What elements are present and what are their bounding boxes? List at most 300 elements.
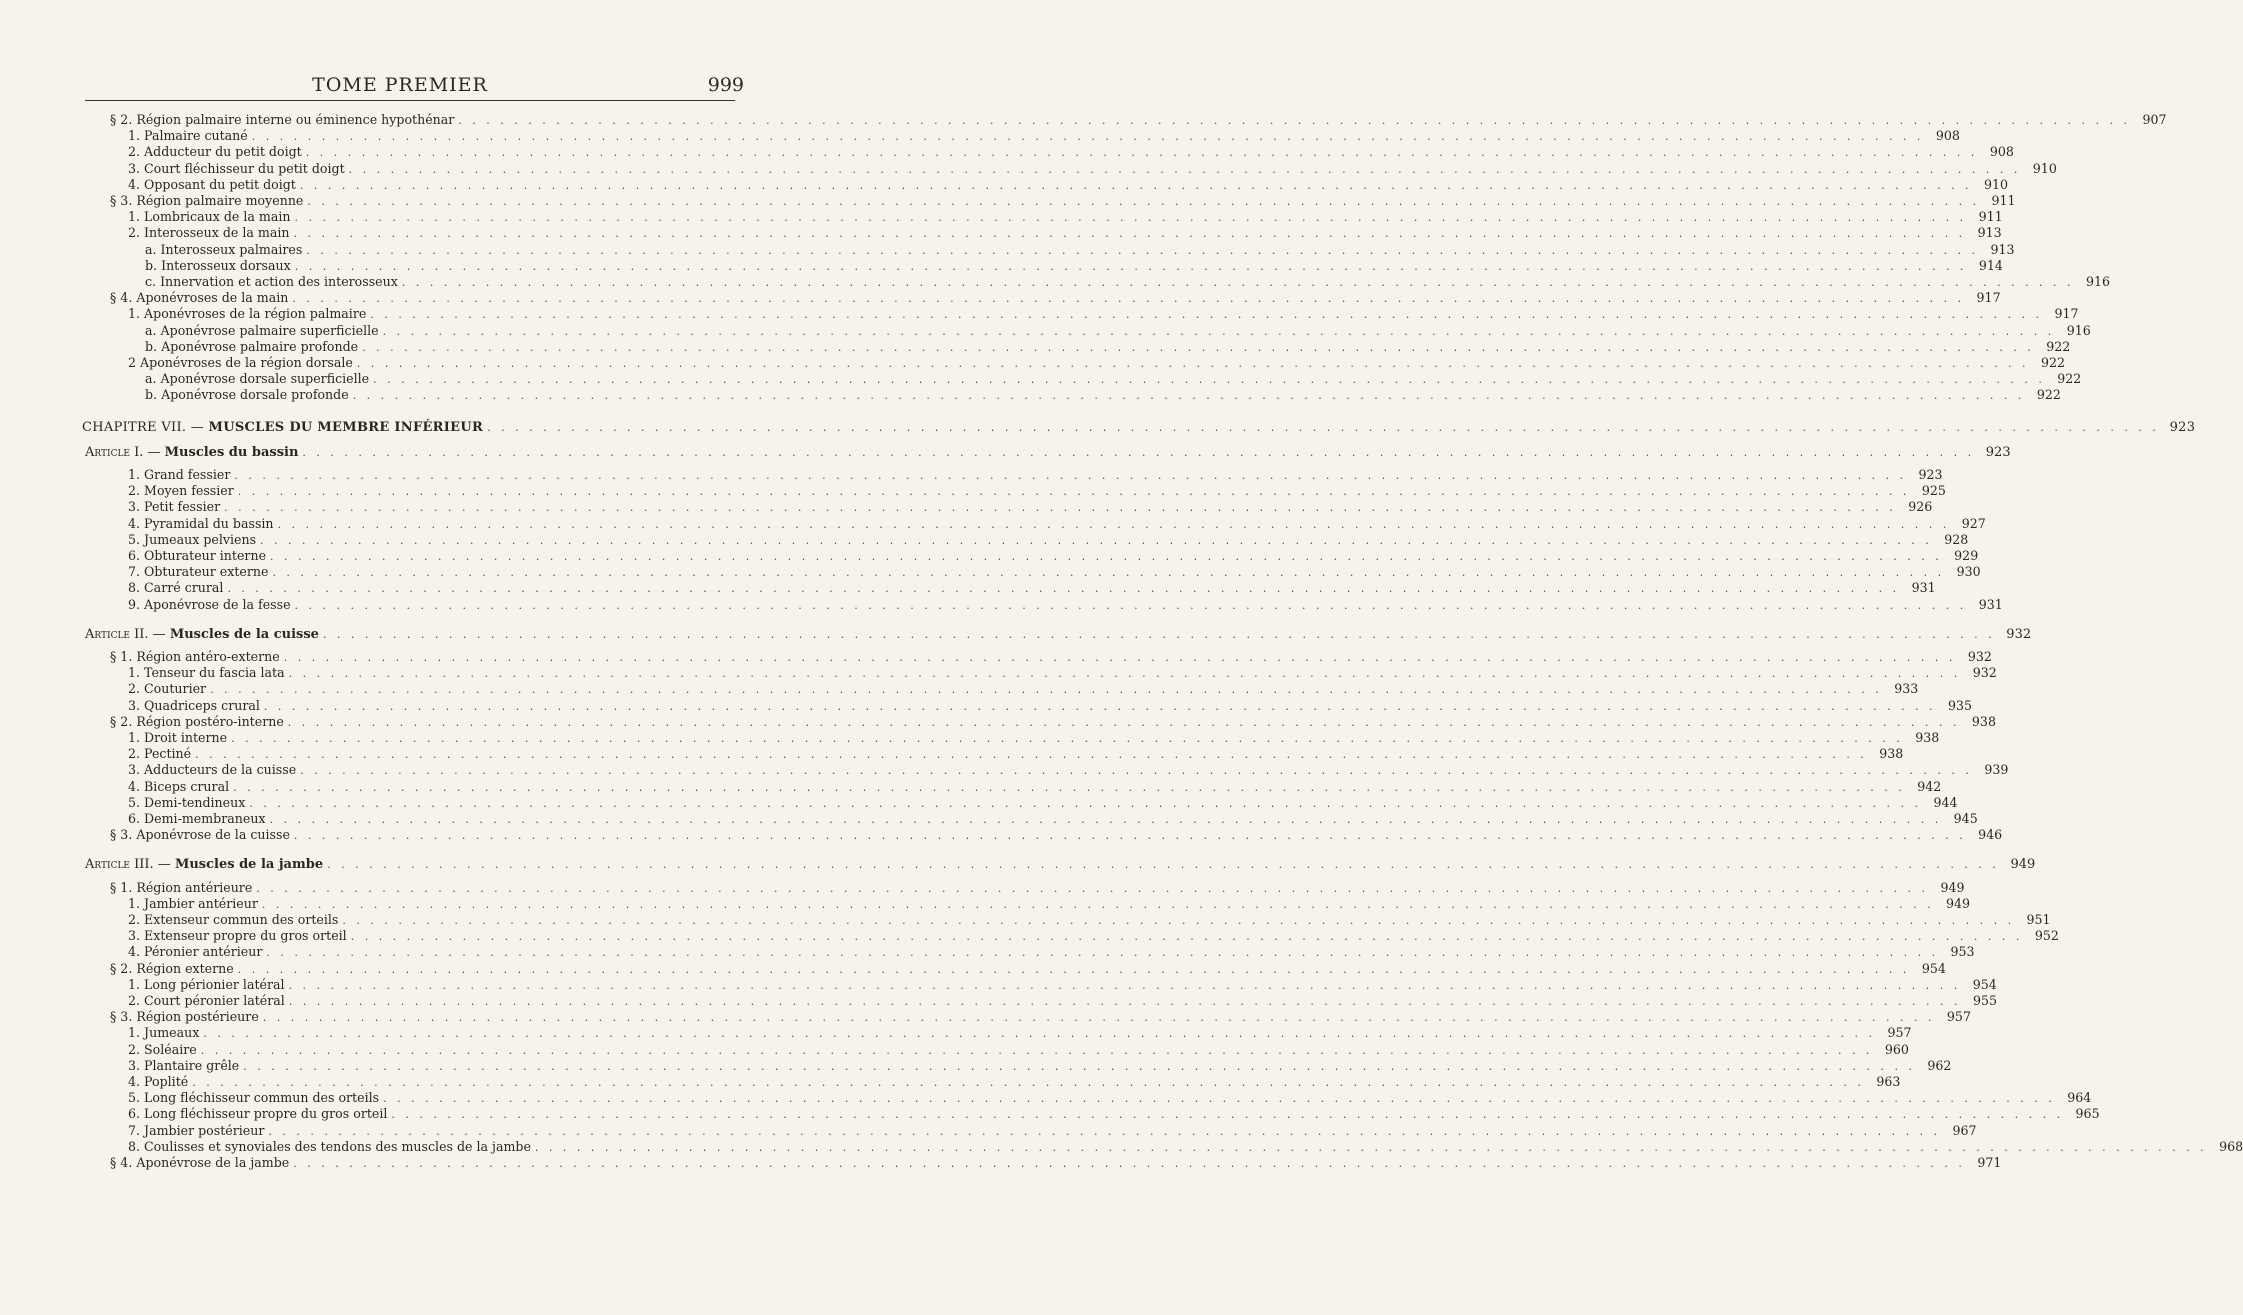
entry-text: Obturateur interne <box>144 548 267 563</box>
dot-leader: . . . . . . . . . . . . . . . . . . . . . . . . . . . . . . . . . . . . . . . . . . . . . . . . . . . . . . . . . . . . . . . . . . . . . . . . . . . . . . . . . . . . . . . . . . . . . . . . . . . . . . . . . . . . . . . . . . . . . . . . <box>192 1076 1865 1089</box>
entry-prefix: 4. <box>128 778 141 794</box>
entry-text: Interosseux dorsaux <box>161 257 291 273</box>
entry-label <box>110 290 288 305</box>
entry-page-number: 949 <box>1946 895 1971 911</box>
dot-leader: . . . . . . . . . . . . . . . . . . . . . . . . . . . . . . . . . . . . . . . . . . . . . . . . . . . . . . . . . . . . . . . . . . . . . . . . . . . . . . . . . . . . . . . . . . . . . . . . . . . . . . . . . . . . . . . . . . . . . . . . <box>288 978 1961 992</box>
entry-text: Adducteurs de la cuisse <box>144 762 297 778</box>
entry-prefix: 2. <box>128 225 141 241</box>
entry-prefix: 4. <box>128 1074 141 1089</box>
entry-prefix: 3. <box>128 697 141 713</box>
entry-page-number: 908 <box>1989 144 2014 160</box>
entry-page-number: 960 <box>1884 1041 1909 1057</box>
entry-text: Muscles du bassin <box>164 444 299 460</box>
entry-text: Droit interne <box>144 730 228 745</box>
entry-text: Quadriceps crural <box>144 697 260 713</box>
dot-leader: . . . . . . . . . . . . . . . . . . . . . . . . . . . . . . . . . . . . . . . . . . . . . . . . . . . . . . . . . . . . . . . . . . . . . . . . . . . . . . . . . . . . . . . . . . . . . . . . . . . . . . . . . . . . . . . . . . . . . . . . <box>383 1092 2056 1106</box>
entry-text: Région antérieure <box>136 879 253 895</box>
entry-page-number: 927 <box>1961 515 1986 531</box>
entry-prefix: 1. <box>128 730 141 745</box>
dot-leader: . . . . . . . . . . . . . . . . . . . . . . . . . . . . . . . . . . . . . . . . . . . . . . . . . . . . . . . . . . . . . . . . . . . . . . . . . . . . . . . . . . . . . . . . . . . . . . . . . . . . . . . . . . . . . . . . . . . . . . . . <box>268 1124 1941 1138</box>
dot-leader: . . . . . . . . . . . . . . . . . . . . . . . . . . . . . . . . . . . . . . . . . . . . . . . . . . . . . . . . . . . . . . . . . . . . . . . . . . . . . . . . . . . . . . . . . . . . . . . . . . . . . . . . . . . . . . . . . . . . . . . . <box>350 930 2023 944</box>
toc-entry <box>128 306 2079 322</box>
toc-entry <box>128 531 1969 547</box>
entry-label <box>110 1009 259 1024</box>
entry-label <box>128 944 262 959</box>
entry-text: Demi-membraneux <box>144 811 266 826</box>
toc-entry <box>128 1057 1952 1073</box>
toc-entry <box>128 762 2009 778</box>
entry-label <box>128 355 353 370</box>
entry-page-number: 930 <box>1956 564 1981 580</box>
entry-label <box>110 112 454 127</box>
dot-leader: . . . . . . . . . . . . . . . . . . . . . . . . . . . . . . . . . . . . . . . . . . . . . . . . . . . . . . . . . . . . . . . . . . . . . . . . . . . . . . . . . . . . . . . . . . . . . . . . . . . . . . . . . . . . . . . . . . . . . . . . <box>266 946 1939 960</box>
toc-entry <box>128 1122 1977 1138</box>
entry-text: MUSCLES DU MEMBRE INFÉRIEUR <box>208 419 484 435</box>
entry-prefix: 4. <box>128 944 141 960</box>
entry-label <box>128 977 285 992</box>
dot-leader: . . . . . . . . . . . . . . . . . . . . . . . . . . . . . . . . . . . . . . . . . . . . . . . . . . . . . . . . . . . . . . . . . . . . . . . . . . . . . . . . . . . . . . . . . . . . . . . . . . . . . . . . . . . . . . . . . . . . . . . . <box>251 130 1924 144</box>
entry-prefix: 5. <box>128 794 141 810</box>
entry-text: Jumeaux <box>144 1025 200 1041</box>
toc-entry <box>145 387 2061 403</box>
toc-entry <box>110 112 2167 127</box>
dot-leader: . . . . . . . . . . . . . . . . . . . . . . . . . . . . . . . . . . . . . . . . . . . . . . . . . . . . . . . . . . . . . . . . . . . . . . . . . . . . . . . . . . . . . . . . . . . . . . . . . . . . . . . . . . . . . . . . . . . . . . . . <box>256 881 1929 895</box>
dot-leader: . . . . . . . . . . . . . . . . . . . . . . . . . . . . . . . . . . . . . . . . . . . . . . . . . . . . . . . . . . . . . . . . . . . . . . . . . . . . . . . . . . . . . . . . . . . . . . . . . . . . . . . . . . . . . . . . . . . . . . . . <box>348 162 2021 176</box>
entry-prefix: Article III. — <box>85 857 171 873</box>
entry-text: Court péronier latéral <box>144 993 285 1008</box>
dot-leader: . . . . . . . . . . . . . . . . . . . . . . . . . . . . . . . . . . . . . . . . . . . . . . . . . . . . . . . . . . . . . . . . . . . . . . . . . . . . . . . . . . . . . . . . . . . . . . . . . . . . . . . . . . . . . . . . . . . . . . . . <box>294 259 1967 273</box>
entry-page-number: 949 <box>2010 857 2036 873</box>
entry-text: Jambier antérieur <box>144 895 258 911</box>
entry-label <box>128 1074 188 1089</box>
entry-text: Aponévrose dorsale profonde <box>161 387 349 403</box>
entry-label <box>85 445 298 460</box>
toc-entry <box>145 371 2082 387</box>
dot-leader: . . . . . . . . . . . . . . . . . . . . . . . . . . . . . . . . . . . . . . . . . . . . . . . . . . . . . . . . . . . . . . . . . . . . . . . . . . . . . . . . . . . . . . . . . . . . . . . . . . . . . . . . . . . . . . . . . . . . . . . . <box>352 389 2025 403</box>
entry-text: Poplité <box>144 1074 189 1089</box>
article-heading <box>85 626 2032 642</box>
entry-text: Région postérieure <box>136 1009 259 1025</box>
entry-prefix: 1. <box>128 976 141 992</box>
entry-page-number: 913 <box>1977 225 2002 241</box>
toc-entry <box>128 1074 1901 1089</box>
toc-entry <box>128 697 1973 713</box>
entry-prefix: 3. <box>128 1057 141 1073</box>
chapter-heading <box>82 419 2196 435</box>
entry-prefix: 3. <box>128 928 141 944</box>
entry-label <box>128 532 256 547</box>
entry-text: Obturateur externe <box>144 564 269 580</box>
entry-page-number: 910 <box>1984 176 2009 192</box>
dot-leader: . . . . . . . . . . . . . . . . . . . . . . . . . . . . . . . . . . . . . . . . . . . . . . . . . . . . . . . . . . . . . . . . . . . . . . . . . . . . . . . . . . . . . . . . . . . . . . . . . . . . . . . . . . . . . . . . . . . . . . . . <box>370 308 2043 322</box>
entry-label <box>145 242 302 257</box>
entry-text: Plantaire grêle <box>144 1057 240 1073</box>
entry-page-number: 913 <box>1990 241 2015 257</box>
toc-entry <box>128 209 2003 225</box>
entry-text: Aponévrose palmaire profonde <box>161 338 359 354</box>
entry-page-number: 922 <box>2041 355 2066 370</box>
entry-page-number: 945 <box>1953 811 1978 826</box>
entry-prefix: 2. <box>128 144 141 160</box>
toc-entry <box>110 193 2016 208</box>
entry-page-number: 923 <box>1985 444 2011 460</box>
dot-leader: . . . . . . . . . . . . . . . . . . . . . . . . . . . . . . . . . . . . . . . . . . . . . . . . . . . . . . . . . . . . . . . . . . . . . . . . . . . . . . . . . . . . . . . . . . . . . . . . . . . . . . . . . . . . . . . . . . . . . . . . <box>342 914 2015 927</box>
dot-leader: . . . . . . . . . . . . . . . . . . . . . . . . . . . . . . . . . . . . . . . . . . . . . . . . . . . . . . . . . . . . . . . . . . . . . . . . . . . . . . . . . . . . . . . . . . . . . . . . . . . . . . . . . . . . . . . . . . . . . . . . <box>294 598 1967 612</box>
entry-page-number: 922 <box>2057 371 2082 387</box>
entry-text: Péronier antérieur <box>144 944 263 960</box>
entry-label <box>128 516 274 531</box>
entry-label <box>82 420 483 435</box>
entry-text: Couturier <box>144 681 207 697</box>
entry-label <box>128 698 260 713</box>
entry-label <box>128 993 285 1008</box>
entry-prefix: 5. <box>128 1090 141 1106</box>
entry-text: Extenseur commun des orteils <box>144 912 339 927</box>
toc-entry <box>110 827 2003 843</box>
entry-text: Région palmaire moyenne <box>136 193 304 208</box>
entry-prefix: 6. <box>128 1106 141 1122</box>
entry-page-number: 939 <box>1984 762 2009 778</box>
entry-text: Aponévrose palmaire superficielle <box>160 322 379 338</box>
entry-page-number: 932 <box>1967 649 1992 664</box>
entry-prefix: § 3. <box>110 193 133 208</box>
entry-text: Jumeaux pelviens <box>144 531 257 547</box>
toc-entry <box>128 665 1997 681</box>
entry-prefix: 8. <box>128 580 141 596</box>
toc-entry <box>128 225 2002 241</box>
entry-text: Innervation et action des interosseux <box>160 274 398 289</box>
toc-entry <box>128 928 2059 944</box>
entry-text: Palmaire cutané <box>144 128 248 144</box>
toc-entry <box>128 1090 2092 1106</box>
entry-label <box>128 177 296 192</box>
entry-page-number: 923 <box>2169 419 2196 435</box>
article-heading <box>85 444 2011 460</box>
dot-leader: . . . . . . . . . . . . . . . . . . . . . . . . . . . . . . . . . . . . . . . . . . . . . . . . . . . . . . . . . . . . . . . . . . . . . . . . . . . . . . . . . . . . . . . . . . . . . . . . . . . . . . . . . . . . . . . . . . . . . . . . <box>270 550 1943 563</box>
entry-prefix: § 2. <box>110 960 133 976</box>
entry-label <box>145 371 369 386</box>
entry-prefix: 4. <box>128 515 141 531</box>
dot-leader: . . . . . . . . . . . . . . . . . . . . . . . . . . . . . . . . . . . . . . . . . . . . . . . . . . . . . . . . . . . . . . . . . . . . . . . . . . . . . . . . . . . . . . . . . . . . . . . . . . . . . . . . . . . . . . . . . . . . . . . . <box>195 748 1868 762</box>
entry-page-number: 907 <box>2142 112 2167 127</box>
dot-leader: . . . . . . . . . . . . . . . . . . . . . . . . . . . . . . . . . . . . . . . . . . . . . . . . . . . . . . . . . . . . . . . . . . . . . . . . . . . . . . . . . . . . . . . . . . . . . . . . . . . . . . . . . . . . . . . . . . . . . . . . <box>356 357 2030 370</box>
entry-label <box>85 627 319 642</box>
dot-leader: . . . . . . . . . . . . . . . . . . . . . . . . . . . . . . . . . . . . . . . . . . . . . . . . . . . . . . . . . . . . . . . . . . . . . . . . . . . . . . . . . . . . . . . . . . . . . . . . . . . . . . . . . . . . . . . . . . . . . . . . <box>293 1157 1966 1170</box>
entry-prefix: 3. <box>128 762 141 778</box>
entry-prefix: Article II. — <box>85 626 166 642</box>
entry-text: Aponévrose dorsale superficielle <box>160 371 370 387</box>
entry-prefix: 7. <box>128 564 141 580</box>
entry-label <box>128 144 302 159</box>
entry-label <box>128 746 191 761</box>
dot-leader: . . . . . . . . . . . . . . . . . . . . . . . . . . . . . . . . . . . . . . . . . . . . . . . . . . . . . . . . . . . . . . . . . . . . . . . . . . . . . . . . . . . . . . . . . . . . . . . . . . . . . . . . . . . . . . . . . . . . . . . . <box>305 146 1978 160</box>
entry-prefix: 1. <box>128 895 141 911</box>
entry-prefix: a. <box>145 241 157 257</box>
entry-text: Lombricaux de la main <box>144 209 291 225</box>
entry-text: Carré crural <box>144 580 224 596</box>
entry-label <box>128 161 345 176</box>
entry-page-number: 957 <box>1946 1009 1971 1025</box>
entry-label <box>145 274 398 289</box>
entry-page-number: 917 <box>1976 290 2001 306</box>
toc-entry <box>110 290 2001 306</box>
dot-leader: . . . . . . . . . . . . . . . . . . . . . . . . . . . . . . . . . . . . . . . . . . . . . . . . . . . . . . . . . . . . . . . . . . . . . . . . . . . . . . . . . . . . . . . . . . . . . . . . . . . . . . . . . . . . . . . . . . . . . . . . <box>487 420 2160 434</box>
entry-page-number: 925 <box>1921 483 1946 499</box>
entry-label <box>128 1042 197 1057</box>
toc-entry <box>110 960 1946 976</box>
dot-leader: . . . . . . . . . . . . . . . . . . . . . . . . . . . . . . . . . . . . . . . . . . . . . . . . . . . . . . . . . . . . . . . . . . . . . . . . . . . . . . . . . . . . . . . . . . . . . . . . . . . . . . . . . . . . . . . . . . . . . . . . <box>299 178 1973 192</box>
toc-entry <box>128 778 1942 794</box>
entry-label <box>128 1090 379 1105</box>
entry-prefix: a. <box>145 371 157 387</box>
dot-leader: . . . . . . . . . . . . . . . . . . . . . . . . . . . . . . . . . . . . . . . . . . . . . . . . . . . . . . . . . . . . . . . . . . . . . . . . . . . . . . . . . . . . . . . . . . . . . . . . . . . . . . . . . . . . . . . . . . . . . . . . <box>534 1140 2208 1154</box>
entry-page-number: 957 <box>1887 1025 1912 1041</box>
entry-text: Biceps crural <box>144 778 230 794</box>
entry-text: Aponévroses de la région dorsale <box>140 355 353 370</box>
dot-leader: . . . . . . . . . . . . . . . . . . . . . . . . . . . . . . . . . . . . . . . . . . . . . . . . . . . . . . . . . . . . . . . . . . . . . . . . . . . . . . . . . . . . . . . . . . . . . . . . . . . . . . . . . . . . . . . . . . . . . . . . <box>293 227 1966 241</box>
dot-leader: . . . . . . . . . . . . . . . . . . . . . . . . . . . . . . . . . . . . . . . . . . . . . . . . . . . . . . . . . . . . . . . . . . . . . . . . . . . . . . . . . . . . . . . . . . . . . . . . . . . . . . . . . . . . . . . . . . . . . . . . <box>227 582 1900 596</box>
entry-text: Aponévrose de la jambe <box>136 1155 290 1170</box>
entry-prefix: c. <box>145 274 157 289</box>
entry-label <box>110 961 234 976</box>
entry-page-number: 928 <box>1944 531 1969 547</box>
entry-label <box>128 483 234 498</box>
toc-entry <box>128 596 2003 612</box>
entry-prefix: 5. <box>128 531 141 547</box>
toc-entry <box>145 338 2071 354</box>
toc-entry <box>128 811 1978 826</box>
entry-text: Région antéro-externe <box>136 649 280 664</box>
dot-leader: . . . . . . . . . . . . . . . . . . . . . . . . . . . . . . . . . . . . . . . . . . . . . . . . . . . . . . . . . . . . . . . . . . . . . . . . . . . . . . . . . . . . . . . . . . . . . . . . . . . . . . . . . . . . . . . . . . . . . . . . <box>231 732 1904 745</box>
entry-text: Aponévrose de la cuisse <box>136 827 290 843</box>
dot-leader: . . . . . . . . . . . . . . . . . . . . . . . . . . . . . . . . . . . . . . . . . . . . . . . . . . . . . . . . . . . . . . . . . . . . . . . . . . . . . . . . . . . . . . . . . . . . . . . . . . . . . . . . . . . . . . . . . . . . . . . . <box>277 517 1950 531</box>
entry-text: Interosseux palmaires <box>160 241 303 257</box>
entry-label <box>85 857 323 872</box>
entry-text: Long fléchisseur propre du gros orteil <box>144 1106 388 1122</box>
dot-leader: . . . . . . . . . . . . . . . . . . . . . . . . . . . . . . . . . . . . . . . . . . . . . . . . . . . . . . . . . . . . . . . . . . . . . . . . . . . . . . . . . . . . . . . . . . . . . . . . . . . . . . . . . . . . . . . . . . . . . . . . <box>272 566 1945 580</box>
entry-page-number: 926 <box>1908 499 1933 515</box>
entry-prefix: 2. <box>128 483 141 499</box>
dot-leader: . . . . . . . . . . . . . . . . . . . . . . . . . . . . . . . . . . . . . . . . . . . . . . . . . . . . . . . . . . . . . . . . . . . . . . . . . . . . . . . . . . . . . . . . . . . . . . . . . . . . . . . . . . . . . . . . . . . . . . . . <box>288 995 1961 1008</box>
toc-entry <box>128 580 1936 596</box>
toc-entry <box>128 467 1943 482</box>
dot-leader: . . . . . . . . . . . . . . . . . . . . . . . . . . . . . . . . . . . . . . . . . . . . . . . . . . . . . . . . . . . . . . . . . . . . . . . . . . . . . . . . . . . . . . . . . . . . . . . . . . . . . . . . . . . . . . . . . . . . . . . . <box>302 445 1975 459</box>
entry-text: Tenseur du fascia lata <box>144 665 285 681</box>
dot-leader: . . . . . . . . . . . . . . . . . . . . . . . . . . . . . . . . . . . . . . . . . . . . . . . . . . . . . . . . . . . . . . . . . . . . . . . . . . . . . . . . . . . . . . . . . . . . . . . . . . . . . . . . . . . . . . . . . . . . . . . . <box>210 683 1883 697</box>
entry-label <box>128 779 229 794</box>
entry-prefix: b. <box>145 338 158 354</box>
entry-label <box>128 1025 199 1040</box>
entry-text: Long périonier latéral <box>144 976 285 992</box>
toc-entry <box>128 176 2009 192</box>
entry-prefix: CHAPITRE VII. — <box>82 419 205 435</box>
entry-page-number: 949 <box>1940 879 1965 895</box>
toc-entry <box>110 879 1965 895</box>
toc-entry <box>145 274 2111 289</box>
entry-page-number: 916 <box>2066 322 2091 338</box>
entry-text: Petit fessier <box>144 499 221 515</box>
dot-leader: . . . . . . . . . . . . . . . . . . . . . . . . . . . . . . . . . . . . . . . . . . . . . . . . . . . . . . . . . . . . . . . . . . . . . . . . . . . . . . . . . . . . . . . . . . . . . . . . . . . . . . . . . . . . . . . . . . . . . . . . <box>200 1043 1873 1057</box>
entry-label <box>128 306 366 321</box>
toc-entry <box>145 241 2015 257</box>
toc-entry <box>128 499 1933 515</box>
entry-page-number: 922 <box>2036 387 2061 403</box>
entry-page-number: 942 <box>1917 778 1942 794</box>
dot-leader: . . . . . . . . . . . . . . . . . . . . . . . . . . . . . . . . . . . . . . . . . . . . . . . . . . . . . . . . . . . . . . . . . . . . . . . . . . . . . . . . . . . . . . . . . . . . . . . . . . . . . . . . . . . . . . . . . . . . . . . . <box>327 858 2000 872</box>
entry-text: Grand fessier <box>144 467 231 482</box>
entry-page-number: 922 <box>2046 338 2071 354</box>
dot-leader: . . . . . . . . . . . . . . . . . . . . . . . . . . . . . . . . . . . . . . . . . . . . . . . . . . . . . . . . . . . . . . . . . . . . . . . . . . . . . . . . . . . . . . . . . . . . . . . . . . . . . . . . . . . . . . . . . . . . . . . . <box>307 195 1980 208</box>
entry-page-number: 964 <box>2067 1090 2092 1106</box>
dot-leader: . . . . . . . . . . . . . . . . . . . . . . . . . . . . . . . . . . . . . . . . . . . . . . . . . . . . . . . . . . . . . . . . . . . . . . . . . . . . . . . . . . . . . . . . . . . . . . . . . . . . . . . . . . . . . . . . . . . . . . . . <box>292 292 1965 306</box>
entry-page-number: 914 <box>1978 257 2003 273</box>
toc-entry <box>128 144 2014 160</box>
entry-text: Région postéro-interne <box>136 713 284 729</box>
dot-leader: . . . . . . . . . . . . . . . . . . . . . . . . . . . . . . . . . . . . . . . . . . . . . . . . . . . . . . . . . . . . . . . . . . . . . . . . . . . . . . . . . . . . . . . . . . . . . . . . . . . . . . . . . . . . . . . . . . . . . . . . <box>322 627 1996 641</box>
toc-entry <box>128 1138 2243 1154</box>
entry-label <box>128 681 206 696</box>
dot-leader: . . . . . . . . . . . . . . . . . . . . . . . . . . . . . . . . . . . . . . . . . . . . . . . . . . . . . . . . . . . . . . . . . . . . . . . . . . . . . . . . . . . . . . . . . . . . . . . . . . . . . . . . . . . . . . . . . . . . . . . . <box>293 829 1967 843</box>
entry-text: Aponévroses de la main <box>136 290 289 306</box>
entry-label <box>128 225 290 240</box>
entry-text: Aponévroses de la région palmaire <box>144 306 367 322</box>
dot-leader: . . . . . . . . . . . . . . . . . . . . . . . . . . . . . . . . . . . . . . . . . . . . . . . . . . . . . . . . . . . . . . . . . . . . . . . . . . . . . . . . . . . . . . . . . . . . . . . . . . . . . . . . . . . . . . . . . . . . . . . . <box>401 276 2075 289</box>
entry-page-number: 932 <box>1972 665 1997 681</box>
dot-leader: . . . . . . . . . . . . . . . . . . . . . . . . . . . . . . . . . . . . . . . . . . . . . . . . . . . . . . . . . . . . . . . . . . . . . . . . . . . . . . . . . . . . . . . . . . . . . . . . . . . . . . . . . . . . . . . . . . . . . . . . <box>203 1027 1876 1041</box>
toc-entry <box>128 1106 2100 1122</box>
entry-prefix: § 4. <box>110 1155 133 1170</box>
entry-prefix: a. <box>145 322 157 338</box>
entry-page-number: 967 <box>1952 1122 1977 1138</box>
entry-prefix: 4. <box>128 176 141 192</box>
entry-page-number: 910 <box>2032 160 2057 176</box>
entry-label <box>128 548 266 563</box>
entry-prefix: 2 <box>128 355 137 370</box>
entry-page-number: 944 <box>1933 794 1958 810</box>
entry-text: Région palmaire interne ou éminence hypothénar <box>136 112 455 127</box>
entry-prefix: § 2. <box>110 112 133 127</box>
entry-prefix: 3. <box>128 160 141 176</box>
entry-prefix: 8. <box>128 1138 141 1154</box>
entry-label <box>145 323 379 338</box>
entry-prefix: 1. <box>128 209 141 225</box>
dot-leader: . . . . . . . . . . . . . . . . . . . . . . . . . . . . . . . . . . . . . . . . . . . . . . . . . . . . . . . . . . . . . . . . . . . . . . . . . . . . . . . . . . . . . . . . . . . . . . . . . . . . . . . . . . . . . . . . . . . . . . . . <box>362 340 2035 354</box>
entry-prefix: § 3. <box>110 827 133 843</box>
entry-prefix: 2. <box>128 681 141 697</box>
toc-entry <box>110 1009 1971 1025</box>
entry-text: Interosseux de la main <box>144 225 290 241</box>
dot-leader: . . . . . . . . . . . . . . . . . . . . . . . . . . . . . . . . . . . . . . . . . . . . . . . . . . . . . . . . . . . . . . . . . . . . . . . . . . . . . . . . . . . . . . . . . . . . . . . . . . . . . . . . . . . . . . . . . . . . . . . . <box>373 373 2046 387</box>
entry-page-number: 917 <box>2054 306 2079 322</box>
entry-text: Pectiné <box>144 746 192 762</box>
toc-entry <box>110 649 1992 664</box>
entry-text: Soléaire <box>144 1041 197 1057</box>
header-rule <box>85 100 735 101</box>
entry-label <box>110 193 303 208</box>
entry-page-number: 954 <box>1972 976 1997 992</box>
entry-prefix: § 1. <box>110 879 133 895</box>
entry-prefix: b. <box>145 257 158 273</box>
entry-prefix: 1. <box>128 306 141 322</box>
dot-leader: . . . . . . . . . . . . . . . . . . . . . . . . . . . . . . . . . . . . . . . . . . . . . . . . . . . . . . . . . . . . . . . . . . . . . . . . . . . . . . . . . . . . . . . . . . . . . . . . . . . . . . . . . . . . . . . . . . . . . . . . <box>262 1011 1935 1025</box>
entry-prefix: § 3. <box>110 1009 133 1025</box>
entry-page-number: 938 <box>1879 746 1904 762</box>
entry-page-number: 953 <box>1950 944 1975 960</box>
entry-page-number: 952 <box>2034 928 2059 944</box>
entry-prefix: Article I. — <box>85 444 161 460</box>
entry-label <box>128 1106 387 1121</box>
entry-label <box>145 339 358 354</box>
entry-page-number: 971 <box>1977 1155 2002 1170</box>
entry-page-number: 954 <box>1921 960 1946 976</box>
dot-leader: . . . . . . . . . . . . . . . . . . . . . . . . . . . . . . . . . . . . . . . . . . . . . . . . . . . . . . . . . . . . . . . . . . . . . . . . . . . . . . . . . . . . . . . . . . . . . . . . . . . . . . . . . . . . . . . . . . . . . . . . <box>224 501 1897 515</box>
entry-text: Pyramidal du bassin <box>144 515 274 531</box>
toc-entry <box>128 1025 1912 1041</box>
dot-leader: . . . . . . . . . . . . . . . . . . . . . . . . . . . . . . . . . . . . . . . . . . . . . . . . . . . . . . . . . . . . . . . . . . . . . . . . . . . . . . . . . . . . . . . . . . . . . . . . . . . . . . . . . . . . . . . . . . . . . . . . <box>382 324 2055 338</box>
entry-prefix: § 4. <box>110 290 133 306</box>
entry-page-number: 938 <box>1971 713 1996 729</box>
article-heading <box>85 857 2036 873</box>
toc-entry <box>128 128 1960 144</box>
entry-label <box>110 714 284 729</box>
dot-leader: . . . . . . . . . . . . . . . . . . . . . . . . . . . . . . . . . . . . . . . . . . . . . . . . . . . . . . . . . . . . . . . . . . . . . . . . . . . . . . . . . . . . . . . . . . . . . . . . . . . . . . . . . . . . . . . . . . . . . . . . <box>263 699 1937 713</box>
entry-label <box>128 730 227 745</box>
entry-page-number: 911 <box>1991 193 2016 208</box>
entry-page-number: 938 <box>1915 730 1940 745</box>
toc-entry <box>128 160 2057 176</box>
entry-prefix: § 2. <box>110 713 133 729</box>
entry-page-number: 963 <box>1876 1074 1901 1089</box>
dot-leader: . . . . . . . . . . . . . . . . . . . . . . . . . . . . . . . . . . . . . . . . . . . . . . . . . . . . . . . . . . . . . . . . . . . . . . . . . . . . . . . . . . . . . . . . . . . . . . . . . . . . . . . . . . . . . . . . . . . . . . . . <box>306 243 1979 257</box>
entry-prefix: 2. <box>128 912 141 927</box>
entry-page-number: 932 <box>2006 626 2032 642</box>
entry-text: Muscles de la cuisse <box>169 626 319 642</box>
entry-prefix: 1. <box>128 128 141 144</box>
entry-label <box>110 649 280 664</box>
toc-entry <box>128 895 1971 911</box>
toc-entry <box>128 993 1997 1008</box>
toc-entry <box>128 1041 1909 1057</box>
entry-label <box>128 597 291 612</box>
dot-leader: . . . . . . . . . . . . . . . . . . . . . . . . . . . . . . . . . . . . . . . . . . . . . . . . . . . . . . . . . . . . . . . . . . . . . . . . . . . . . . . . . . . . . . . . . . . . . . . . . . . . . . . . . . . . . . . . . . . . . . . . <box>283 651 1956 664</box>
entry-text: Région externe <box>136 960 234 976</box>
entry-label <box>128 1058 239 1073</box>
dot-leader: . . . . . . . . . . . . . . . . . . . . . . . . . . . . . . . . . . . . . . . . . . . . . . . . . . . . . . . . . . . . . . . . . . . . . . . . . . . . . . . . . . . . . . . . . . . . . . . . . . . . . . . . . . . . . . . . . . . . . . . . <box>243 1059 1916 1073</box>
entry-label <box>110 827 290 842</box>
toc-entry <box>128 730 1940 745</box>
entry-page-number: 935 <box>1948 697 1973 713</box>
entry-label <box>128 564 268 579</box>
entry-text: Coulisses et synoviales des tendons des muscles de la jambe <box>144 1138 531 1154</box>
dot-leader: . . . . . . . . . . . . . . . . . . . . . . . . . . . . . . . . . . . . . . . . . . . . . . . . . . . . . . . . . . . . . . . . . . . . . . . . . . . . . . . . . . . . . . . . . . . . . . . . . . . . . . . . . . . . . . . . . . . . . . . . <box>458 114 2131 127</box>
entry-page-number: 951 <box>2026 912 2051 927</box>
entry-page-number: 931 <box>1911 580 1936 596</box>
entry-text: Muscles de la jambe <box>174 857 324 873</box>
toc-entry <box>128 944 1975 960</box>
dot-leader: . . . . . . . . . . . . . . . . . . . . . . . . . . . . . . . . . . . . . . . . . . . . . . . . . . . . . . . . . . . . . . . . . . . . . . . . . . . . . . . . . . . . . . . . . . . . . . . . . . . . . . . . . . . . . . . . . . . . . . . . <box>300 764 1973 778</box>
entry-prefix: 1. <box>128 467 141 482</box>
entry-text: Adducteur du petit doigt <box>144 144 302 160</box>
dot-leader: . . . . . . . . . . . . . . . . . . . . . . . . . . . . . . . . . . . . . . . . . . . . . . . . . . . . . . . . . . . . . . . . . . . . . . . . . . . . . . . . . . . . . . . . . . . . . . . . . . . . . . . . . . . . . . . . . . . . . . . . <box>237 962 1910 976</box>
dot-leader: . . . . . . . . . . . . . . . . . . . . . . . . . . . . . . . . . . . . . . . . . . . . . . . . . . . . . . . . . . . . . . . . . . . . . . . . . . . . . . . . . . . . . . . . . . . . . . . . . . . . . . . . . . . . . . . . . . . . . . . . <box>249 796 1922 810</box>
entry-label <box>128 912 338 927</box>
dot-leader: . . . . . . . . . . . . . . . . . . . . . . . . . . . . . . . . . . . . . . . . . . . . . . . . . . . . . . . . . . . . . . . . . . . . . . . . . . . . . . . . . . . . . . . . . . . . . . . . . . . . . . . . . . . . . . . . . . . . . . . . <box>288 667 1961 681</box>
toc-entry <box>128 564 1981 580</box>
entry-prefix: 2. <box>128 746 141 762</box>
toc-entry <box>128 355 2066 370</box>
entry-label <box>110 1155 289 1170</box>
toc-entry <box>110 713 1996 729</box>
